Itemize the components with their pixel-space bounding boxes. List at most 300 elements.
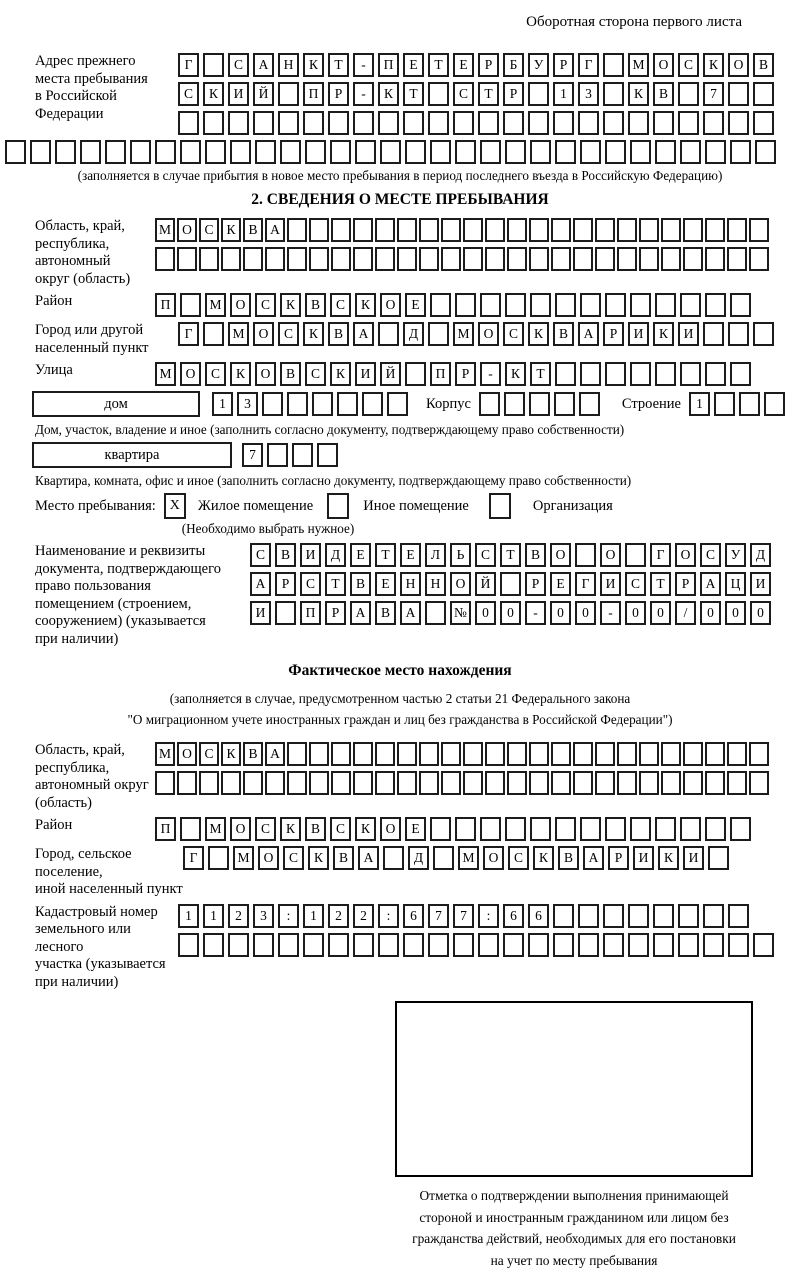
char-cell[interactable]: С (250, 543, 271, 567)
char-cell[interactable]: 7 (453, 904, 474, 928)
char-cell[interactable] (683, 247, 703, 271)
char-cell[interactable] (727, 771, 747, 795)
char-cell[interactable] (500, 572, 521, 596)
char-cell[interactable] (505, 817, 526, 841)
char-cell[interactable] (680, 293, 701, 317)
char-cell[interactable]: № (450, 601, 471, 625)
char-cell[interactable] (463, 218, 483, 242)
char-cell[interactable] (625, 543, 646, 567)
char-cell[interactable] (287, 247, 307, 271)
char-cell[interactable]: О (230, 293, 251, 317)
char-cell[interactable] (678, 904, 699, 928)
char-cell[interactable] (309, 771, 329, 795)
char-cell[interactable] (683, 742, 703, 766)
char-cell[interactable] (605, 362, 626, 386)
char-cell[interactable] (705, 817, 726, 841)
char-cell[interactable] (551, 742, 571, 766)
char-cell[interactable] (203, 111, 224, 135)
char-cell[interactable] (603, 904, 624, 928)
char-cell[interactable]: К (203, 82, 224, 106)
char-cell[interactable] (551, 771, 571, 795)
char-cell[interactable]: У (725, 543, 746, 567)
char-cell[interactable]: О (380, 817, 401, 841)
char-cell[interactable]: Е (405, 293, 426, 317)
char-cell[interactable] (683, 218, 703, 242)
char-cell[interactable] (714, 392, 735, 416)
char-cell[interactable] (305, 140, 326, 164)
char-cell[interactable] (730, 362, 751, 386)
char-cell[interactable] (453, 933, 474, 957)
char-cell[interactable]: С (278, 322, 299, 346)
char-cell[interactable]: О (258, 846, 279, 870)
char-cell[interactable]: Т (530, 362, 551, 386)
char-cell[interactable] (630, 362, 651, 386)
char-cell[interactable] (353, 218, 373, 242)
char-cell[interactable] (309, 247, 329, 271)
char-cell[interactable] (428, 82, 449, 106)
char-cell[interactable] (55, 140, 76, 164)
char-cell[interactable]: Т (500, 543, 521, 567)
char-cell[interactable]: Д (325, 543, 346, 567)
char-cell[interactable] (708, 846, 729, 870)
char-cell[interactable] (105, 140, 126, 164)
char-cell[interactable]: 1 (689, 392, 710, 416)
char-cell[interactable] (155, 247, 175, 271)
char-cell[interactable] (178, 111, 199, 135)
char-cell[interactable]: 0 (725, 601, 746, 625)
char-cell[interactable]: П (430, 362, 451, 386)
char-cell[interactable] (485, 771, 505, 795)
char-cell[interactable]: С (300, 572, 321, 596)
char-cell[interactable] (529, 742, 549, 766)
char-cell[interactable]: А (265, 218, 285, 242)
char-cell[interactable] (507, 742, 527, 766)
char-cell[interactable] (703, 111, 724, 135)
char-cell[interactable] (603, 933, 624, 957)
char-cell[interactable]: М (233, 846, 254, 870)
char-cell[interactable]: В (333, 846, 354, 870)
char-cell[interactable] (478, 933, 499, 957)
char-cell[interactable] (728, 933, 749, 957)
char-cell[interactable] (605, 817, 626, 841)
char-cell[interactable] (180, 817, 201, 841)
char-cell[interactable]: А (353, 322, 374, 346)
char-cell[interactable] (639, 247, 659, 271)
char-cell[interactable]: 7 (703, 82, 724, 106)
char-cell[interactable] (275, 601, 296, 625)
char-cell[interactable] (705, 140, 726, 164)
char-cell[interactable]: 6 (503, 904, 524, 928)
char-cell[interactable]: Г (183, 846, 204, 870)
char-cell[interactable]: К (280, 817, 301, 841)
char-cell[interactable]: О (177, 742, 197, 766)
char-cell[interactable] (441, 218, 461, 242)
char-cell[interactable] (243, 771, 263, 795)
char-cell[interactable]: - (600, 601, 621, 625)
char-cell[interactable]: К (303, 322, 324, 346)
char-cell[interactable] (678, 111, 699, 135)
char-cell[interactable] (705, 362, 726, 386)
char-cell[interactable]: Н (278, 53, 299, 77)
char-cell[interactable] (430, 140, 451, 164)
char-cell[interactable]: К (280, 293, 301, 317)
char-cell[interactable] (739, 392, 760, 416)
char-cell[interactable]: В (753, 53, 774, 77)
char-cell[interactable] (555, 140, 576, 164)
char-cell[interactable] (30, 140, 51, 164)
char-cell[interactable] (419, 247, 439, 271)
char-cell[interactable] (749, 218, 769, 242)
char-cell[interactable] (362, 392, 383, 416)
char-cell[interactable]: В (243, 742, 263, 766)
char-cell[interactable]: Й (253, 82, 274, 106)
char-cell[interactable] (387, 392, 408, 416)
char-cell[interactable]: И (678, 322, 699, 346)
char-cell[interactable] (430, 817, 451, 841)
char-cell[interactable] (579, 392, 600, 416)
char-cell[interactable] (203, 322, 224, 346)
char-cell[interactable]: 3 (237, 392, 258, 416)
char-cell[interactable] (603, 53, 624, 77)
char-cell[interactable] (617, 218, 637, 242)
char-cell[interactable] (253, 933, 274, 957)
char-cell[interactable]: К (221, 742, 241, 766)
char-cell[interactable] (503, 111, 524, 135)
char-cell[interactable] (205, 140, 226, 164)
char-cell[interactable] (528, 933, 549, 957)
char-cell[interactable]: И (633, 846, 654, 870)
char-cell[interactable] (573, 247, 593, 271)
char-cell[interactable]: И (628, 322, 649, 346)
char-cell[interactable] (428, 933, 449, 957)
char-cell[interactable]: Е (550, 572, 571, 596)
char-cell[interactable] (639, 771, 659, 795)
char-cell[interactable]: К (505, 362, 526, 386)
char-cell[interactable]: А (265, 742, 285, 766)
char-cell[interactable]: В (305, 293, 326, 317)
char-cell[interactable] (528, 111, 549, 135)
char-cell[interactable]: А (583, 846, 604, 870)
char-cell[interactable]: 3 (253, 904, 274, 928)
char-cell[interactable]: Т (403, 82, 424, 106)
char-cell[interactable] (397, 218, 417, 242)
char-cell[interactable]: П (155, 817, 176, 841)
char-cell[interactable] (528, 82, 549, 106)
char-cell[interactable] (703, 904, 724, 928)
char-cell[interactable]: Р (478, 53, 499, 77)
char-cell[interactable] (433, 846, 454, 870)
char-cell[interactable] (578, 933, 599, 957)
char-cell[interactable] (330, 140, 351, 164)
char-cell[interactable]: Р (328, 82, 349, 106)
char-cell[interactable] (678, 933, 699, 957)
char-cell[interactable] (453, 111, 474, 135)
char-cell[interactable] (331, 771, 351, 795)
char-cell[interactable] (419, 218, 439, 242)
char-cell[interactable] (505, 293, 526, 317)
char-cell[interactable]: С (503, 322, 524, 346)
char-cell[interactable] (551, 218, 571, 242)
char-cell[interactable] (683, 771, 703, 795)
char-cell[interactable] (425, 601, 446, 625)
char-cell[interactable]: 0 (500, 601, 521, 625)
char-cell[interactable] (455, 140, 476, 164)
char-cell[interactable] (628, 111, 649, 135)
char-cell[interactable]: Ц (725, 572, 746, 596)
char-cell[interactable]: М (205, 817, 226, 841)
char-cell[interactable] (705, 742, 725, 766)
char-cell[interactable]: О (177, 218, 197, 242)
char-cell[interactable]: К (653, 322, 674, 346)
char-cell[interactable] (287, 771, 307, 795)
char-cell[interactable] (228, 111, 249, 135)
char-cell[interactable] (505, 140, 526, 164)
char-cell[interactable] (441, 742, 461, 766)
char-cell[interactable] (653, 904, 674, 928)
char-cell[interactable]: О (450, 572, 471, 596)
char-cell[interactable]: Р (603, 322, 624, 346)
char-cell[interactable]: К (628, 82, 649, 106)
char-cell[interactable] (655, 293, 676, 317)
char-cell[interactable]: Е (350, 543, 371, 567)
char-cell[interactable] (639, 742, 659, 766)
char-cell[interactable] (753, 111, 774, 135)
char-cell[interactable] (529, 771, 549, 795)
checkbox-zhiloe[interactable]: X (164, 493, 186, 519)
char-cell[interactable]: Б (503, 53, 524, 77)
char-cell[interactable] (463, 771, 483, 795)
char-cell[interactable] (578, 904, 599, 928)
char-cell[interactable]: О (550, 543, 571, 567)
char-cell[interactable]: К (355, 817, 376, 841)
char-cell[interactable]: 0 (650, 601, 671, 625)
char-cell[interactable]: Р (325, 601, 346, 625)
char-cell[interactable] (428, 322, 449, 346)
char-cell[interactable] (655, 817, 676, 841)
char-cell[interactable] (728, 82, 749, 106)
char-cell[interactable]: А (700, 572, 721, 596)
char-cell[interactable] (578, 111, 599, 135)
char-cell[interactable] (554, 392, 575, 416)
char-cell[interactable] (553, 904, 574, 928)
char-cell[interactable] (278, 82, 299, 106)
char-cell[interactable]: В (525, 543, 546, 567)
char-cell[interactable] (380, 140, 401, 164)
char-cell[interactable]: И (750, 572, 771, 596)
char-cell[interactable]: С (199, 218, 219, 242)
char-cell[interactable]: С (178, 82, 199, 106)
char-cell[interactable]: М (155, 362, 176, 386)
char-cell[interactable] (661, 247, 681, 271)
char-cell[interactable] (753, 82, 774, 106)
char-cell[interactable] (419, 742, 439, 766)
char-cell[interactable] (595, 218, 615, 242)
char-cell[interactable]: 1 (203, 904, 224, 928)
char-cell[interactable]: М (155, 218, 175, 242)
char-cell[interactable]: К (528, 322, 549, 346)
char-cell[interactable]: 2 (328, 904, 349, 928)
char-cell[interactable]: О (253, 322, 274, 346)
char-cell[interactable]: 7 (242, 443, 263, 467)
char-cell[interactable] (397, 771, 417, 795)
char-cell[interactable]: И (683, 846, 704, 870)
char-cell[interactable] (353, 771, 373, 795)
char-cell[interactable] (328, 933, 349, 957)
char-cell[interactable]: Е (400, 543, 421, 567)
char-cell[interactable]: К (703, 53, 724, 77)
confirm-stamp-box[interactable] (395, 1001, 753, 1177)
char-cell[interactable]: Т (375, 543, 396, 567)
char-cell[interactable]: В (275, 543, 296, 567)
char-cell[interactable]: В (305, 817, 326, 841)
checkbox-organizatsiya[interactable] (489, 493, 511, 519)
char-cell[interactable] (603, 82, 624, 106)
char-cell[interactable]: Р (455, 362, 476, 386)
char-cell[interactable] (130, 140, 151, 164)
char-cell[interactable]: К (658, 846, 679, 870)
char-cell[interactable]: : (378, 904, 399, 928)
char-cell[interactable] (480, 140, 501, 164)
char-cell[interactable]: 1 (178, 904, 199, 928)
char-cell[interactable]: В (243, 218, 263, 242)
char-cell[interactable]: Т (428, 53, 449, 77)
char-cell[interactable] (749, 771, 769, 795)
char-cell[interactable] (661, 771, 681, 795)
char-cell[interactable]: - (480, 362, 501, 386)
char-cell[interactable] (728, 904, 749, 928)
char-cell[interactable] (530, 817, 551, 841)
char-cell[interactable] (177, 771, 197, 795)
char-cell[interactable]: - (353, 82, 374, 106)
char-cell[interactable]: Г (575, 572, 596, 596)
char-cell[interactable] (441, 247, 461, 271)
char-cell[interactable]: А (253, 53, 274, 77)
char-cell[interactable]: Р (525, 572, 546, 596)
char-cell[interactable] (653, 111, 674, 135)
char-cell[interactable] (375, 771, 395, 795)
char-cell[interactable] (580, 293, 601, 317)
char-cell[interactable] (278, 111, 299, 135)
char-cell[interactable]: С (305, 362, 326, 386)
char-cell[interactable] (455, 817, 476, 841)
char-cell[interactable]: Е (453, 53, 474, 77)
char-cell[interactable]: С (508, 846, 529, 870)
char-cell[interactable]: 1 (303, 904, 324, 928)
char-cell[interactable]: П (378, 53, 399, 77)
char-cell[interactable] (727, 218, 747, 242)
char-cell[interactable]: В (553, 322, 574, 346)
char-cell[interactable] (653, 933, 674, 957)
char-cell[interactable] (255, 140, 276, 164)
char-cell[interactable]: 0 (625, 601, 646, 625)
char-cell[interactable] (478, 111, 499, 135)
char-cell[interactable]: В (653, 82, 674, 106)
char-cell[interactable]: О (728, 53, 749, 77)
char-cell[interactable] (595, 247, 615, 271)
char-cell[interactable]: В (280, 362, 301, 386)
char-cell[interactable]: И (600, 572, 621, 596)
char-cell[interactable] (678, 82, 699, 106)
char-cell[interactable]: С (199, 742, 219, 766)
char-cell[interactable] (463, 742, 483, 766)
char-cell[interactable] (353, 742, 373, 766)
char-cell[interactable]: В (375, 601, 396, 625)
char-cell[interactable] (628, 904, 649, 928)
char-cell[interactable] (555, 817, 576, 841)
char-cell[interactable] (353, 111, 374, 135)
char-cell[interactable] (403, 111, 424, 135)
char-cell[interactable]: Т (325, 572, 346, 596)
char-cell[interactable] (5, 140, 26, 164)
char-cell[interactable]: П (155, 293, 176, 317)
char-cell[interactable] (753, 933, 774, 957)
char-cell[interactable]: А (578, 322, 599, 346)
char-cell[interactable] (753, 322, 774, 346)
char-cell[interactable]: 7 (428, 904, 449, 928)
char-cell[interactable]: : (478, 904, 499, 928)
char-cell[interactable]: К (221, 218, 241, 242)
char-cell[interactable]: Н (400, 572, 421, 596)
char-cell[interactable] (553, 933, 574, 957)
char-cell[interactable]: 0 (550, 601, 571, 625)
char-cell[interactable]: О (483, 846, 504, 870)
char-cell[interactable] (378, 322, 399, 346)
char-cell[interactable]: В (328, 322, 349, 346)
char-cell[interactable] (529, 218, 549, 242)
char-cell[interactable] (428, 111, 449, 135)
char-cell[interactable]: С (700, 543, 721, 567)
char-cell[interactable]: Й (380, 362, 401, 386)
char-cell[interactable]: 2 (353, 904, 374, 928)
char-cell[interactable]: 0 (575, 601, 596, 625)
char-cell[interactable] (705, 293, 726, 317)
char-cell[interactable] (309, 742, 329, 766)
char-cell[interactable]: С (330, 293, 351, 317)
char-cell[interactable]: Р (675, 572, 696, 596)
char-cell[interactable] (605, 140, 626, 164)
char-cell[interactable] (680, 140, 701, 164)
char-cell[interactable] (243, 247, 263, 271)
char-cell[interactable]: 0 (475, 601, 496, 625)
char-cell[interactable]: К (378, 82, 399, 106)
char-cell[interactable]: С (625, 572, 646, 596)
char-cell[interactable]: С (678, 53, 699, 77)
char-cell[interactable] (655, 140, 676, 164)
char-cell[interactable]: Й (475, 572, 496, 596)
char-cell[interactable] (480, 817, 501, 841)
char-cell[interactable] (331, 218, 351, 242)
char-cell[interactable] (529, 247, 549, 271)
char-cell[interactable]: Л (425, 543, 446, 567)
char-cell[interactable]: К (308, 846, 329, 870)
char-cell[interactable] (441, 771, 461, 795)
char-cell[interactable] (403, 933, 424, 957)
char-cell[interactable] (705, 247, 725, 271)
char-cell[interactable] (80, 140, 101, 164)
char-cell[interactable] (703, 933, 724, 957)
char-cell[interactable]: М (628, 53, 649, 77)
char-cell[interactable] (555, 362, 576, 386)
char-cell[interactable] (507, 218, 527, 242)
char-cell[interactable] (405, 362, 426, 386)
char-cell[interactable] (287, 742, 307, 766)
char-cell[interactable] (180, 293, 201, 317)
char-cell[interactable] (419, 771, 439, 795)
char-cell[interactable]: - (525, 601, 546, 625)
char-cell[interactable]: П (300, 601, 321, 625)
kvartira-type-box[interactable]: квартира (32, 442, 232, 468)
char-cell[interactable]: А (358, 846, 379, 870)
